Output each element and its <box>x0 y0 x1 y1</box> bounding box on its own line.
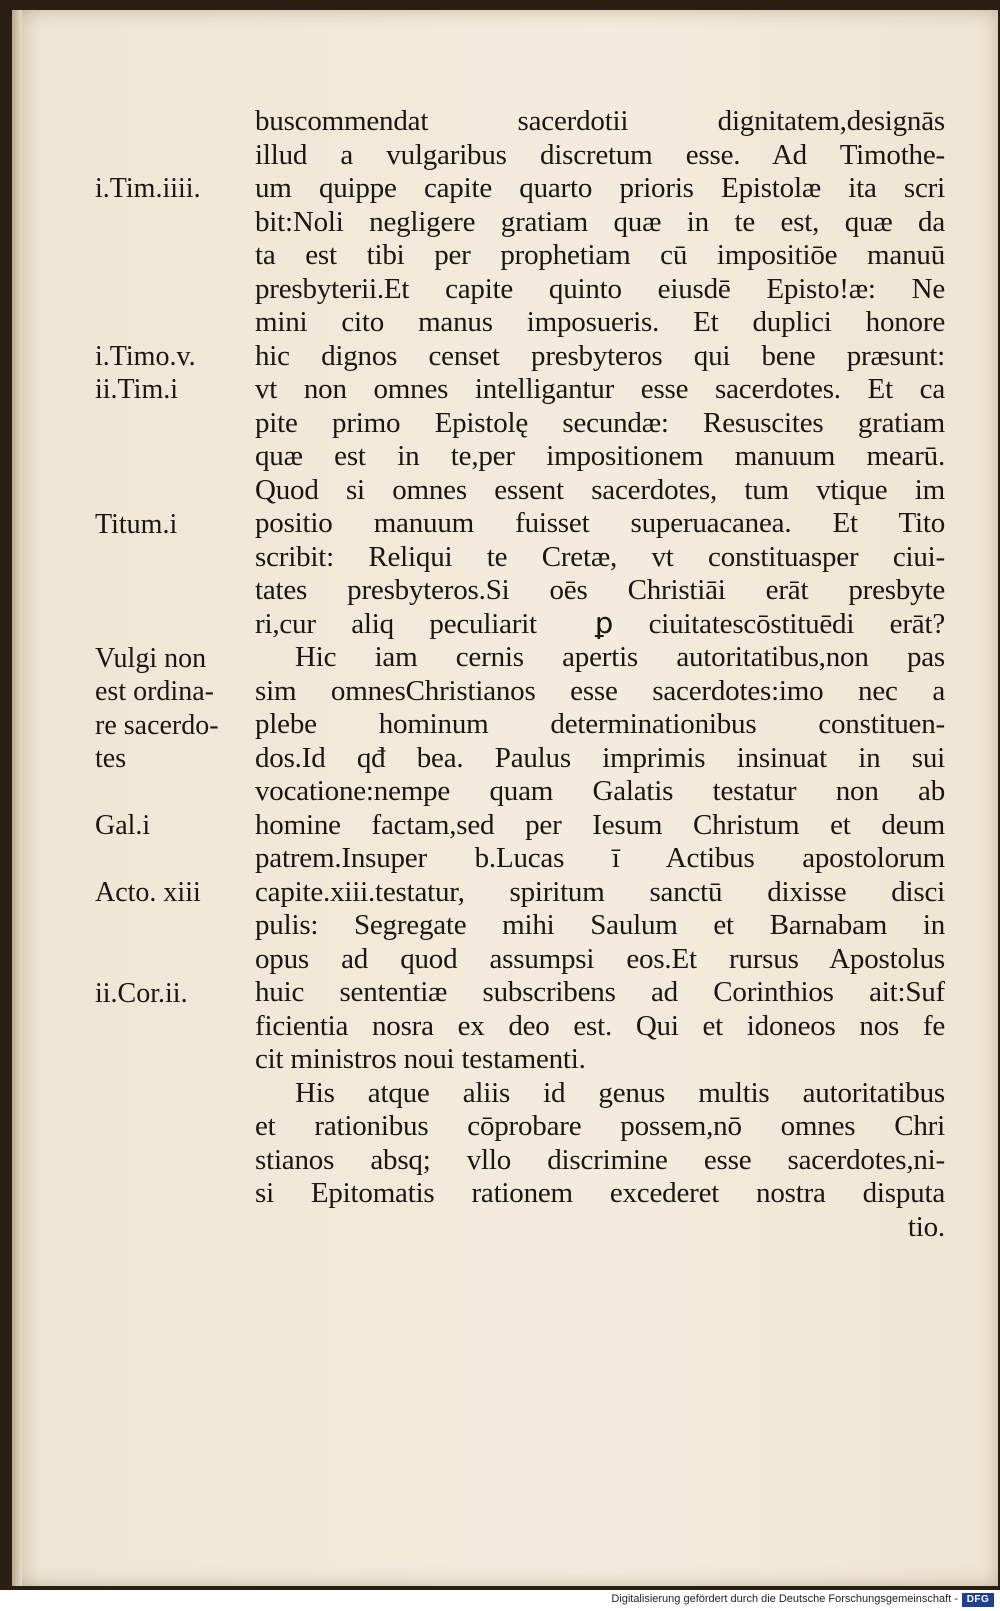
text-line: bit:Noli negligere gratiam quæ in te est, quæ da <box>255 205 945 238</box>
margin-note: Titum.i <box>95 509 178 540</box>
text-line: dos.Id qđ bea. Paulus imprimis insinuat in sui <box>255 741 945 774</box>
text-line: mini cito manus imposueris. Et duplici honore <box>255 306 945 338</box>
text-line: positio manuum fuisset superuacanea. Et Tito <box>255 507 945 539</box>
body-text <box>255 105 945 1244</box>
text-line: illud a vulgaribus discretum esse. Ad Timothe- <box>255 138 945 171</box>
text-line: pite primo Epistolę secundæ: Resuscites gratiam <box>255 406 945 439</box>
funding-credit: Digitalisierung gefördert durch die Deutsche Forschungsgemeinschaft - <box>611 1593 958 1605</box>
text-line: vocatione:nempe quam Galatis testatur non ab <box>255 775 945 807</box>
text-line: hic dignos censet presbyteros qui bene præsunt: <box>255 339 945 372</box>
margin-note: Gal.i <box>95 810 151 841</box>
text-line: huic sententiæ subscribens ad Corinthios ait:Suf <box>255 976 945 1008</box>
text-line: Quod si omnes essent sacerdotes, tum vtique im <box>255 473 945 506</box>
dfg-logo-icon: DFG <box>962 1593 994 1607</box>
text-line: opus ad quod assumpsi eos.Et rursus Apostolus <box>255 942 945 975</box>
text-line: stianos absq; vllo discrimine esse sacerdotes,ni- <box>255 1143 945 1176</box>
page-gutter-edge <box>12 10 22 1586</box>
paragraph-start-line: His atque aliis id genus multis autoritatibus <box>295 1076 945 1109</box>
text-line: um quippe capite quarto prioris Epistolæ ita scri <box>255 172 945 204</box>
text-line: ficientia nosra ex deo est. Qui et idoneos nos fe <box>255 1009 945 1042</box>
paragraph-end-line: cit ministros noui testamenti. <box>255 1043 586 1075</box>
text-line: patrem.Insuper b.Lucas ī Actibus apostolorum <box>255 842 945 874</box>
text-line: pulis: Segregate mihi Saulum et Barnabam in <box>255 909 945 941</box>
text-line: et rationibus cōprobare possem,nō omnes Chri <box>255 1110 945 1142</box>
margin-note: Acto. xiii <box>95 877 201 908</box>
paragraph-end-line: tio. <box>907 1210 945 1243</box>
digitization-footer <box>0 1590 1000 1611</box>
text-line: ta est tibi per prophetiam cū impositiōe manuū <box>255 239 945 271</box>
text-line: ri,cur aliq peculiarit᷑ ꝑ ciuitatescōstituēdi erāt? <box>255 607 945 640</box>
text-line: tates presbyteros.Si oēs Christiāi erāt presbyte <box>255 574 945 606</box>
margin-note: i.Timo.v. <box>95 341 196 372</box>
text-line: homine factam,sed per Iesum Christum et deum <box>255 808 945 841</box>
text-line: si Epitomatis rationem excederet nostra disputa <box>255 1177 945 1209</box>
margin-note: re sacerdo- <box>95 710 219 741</box>
text-line: quæ est in te,per impositionem manuum mearū. <box>255 440 945 472</box>
margin-note: ii.Cor.ii. <box>95 978 188 1009</box>
text-line: buscommendat sacerdotii dignitatem,designās <box>255 105 945 137</box>
margin-note: Vulgi non <box>95 643 207 674</box>
text-line: scribit: Reliqui te Cretæ, vt constituasper ciui- <box>255 540 945 573</box>
margin-note: tes <box>95 743 127 774</box>
text-line: sim omnesChristianos esse sacerdotes:imo nec a <box>255 674 945 707</box>
margin-note: ii.Tim.i <box>95 374 179 405</box>
text-line: vt non omnes intelligantur esse sacerdotes. Et ca <box>255 373 945 405</box>
text-line: capite.xiii.testatur, spiritum sanctū dixisse disci <box>255 875 945 908</box>
paragraph-start-line: Hic iam cernis apertis autoritatibus,non pas <box>295 641 945 673</box>
text-line: presbyterii.Et capite quinto eiusdē Episto!æ: Ne <box>255 272 945 305</box>
margin-note: i.Tim.iiii. <box>95 173 201 204</box>
margin-note: est ordina- <box>95 676 214 707</box>
text-line: plebe hominum determinationibus constituen- <box>255 708 945 740</box>
